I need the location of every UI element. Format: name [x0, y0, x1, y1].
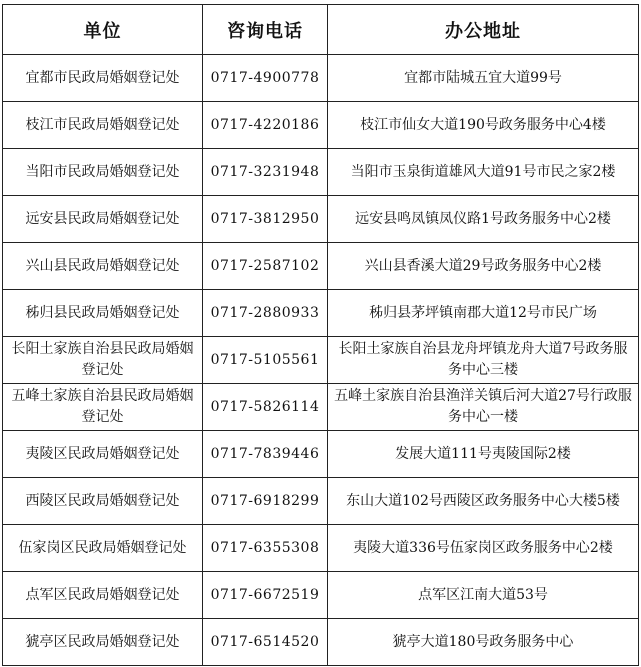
marriage-registry-table	[2, 4, 639, 666]
table-row	[3, 572, 639, 619]
cell-unit: 夷陵区民政局婚姻登记处	[3, 431, 203, 478]
cell-address: 枝江市仙女大道190号政务服务中心4楼	[328, 102, 639, 149]
table-row	[3, 290, 639, 337]
table-row	[3, 431, 639, 478]
cell-phone: 0717-4220186	[203, 102, 328, 149]
cell-phone: 0717-5105561	[203, 337, 328, 384]
cell-address: 当阳市玉泉街道雄风大道91号市民之家2楼	[328, 149, 639, 196]
cell-address: 五峰土家族自治县渔洋关镇后河大道27号行政服务中心一楼	[328, 384, 639, 431]
cell-unit: 宜都市民政局婚姻登记处	[3, 55, 203, 102]
cell-unit: 秭归县民政局婚姻登记处	[3, 290, 203, 337]
header-phone: 咨询电话	[203, 5, 328, 55]
cell-unit: 伍家岗区民政局婚姻登记处	[3, 525, 203, 572]
cell-address: 兴山县香溪大道29号政务服务中心2楼	[328, 243, 639, 290]
cell-unit: 枝江市民政局婚姻登记处	[3, 102, 203, 149]
cell-unit: 长阳土家族自治县民政局婚姻登记处	[3, 337, 203, 384]
header-address: 办公地址	[328, 5, 639, 55]
table-row	[3, 196, 639, 243]
cell-address: 长阳土家族自治县龙舟坪镇龙舟大道7号政务服务中心三楼	[328, 337, 639, 384]
cell-phone: 0717-5826114	[203, 384, 328, 431]
cell-phone: 0717-6672519	[203, 572, 328, 619]
table-row	[3, 619, 639, 666]
table-row	[3, 478, 639, 525]
cell-phone: 0717-6514520	[203, 619, 328, 666]
cell-unit: 五峰土家族自治县民政局婚姻登记处	[3, 384, 203, 431]
table-row	[3, 384, 639, 431]
cell-unit: 猇亭区民政局婚姻登记处	[3, 619, 203, 666]
cell-address: 远安县鸣凤镇凤仪路1号政务服务中心2楼	[328, 196, 639, 243]
cell-phone: 0717-4900778	[203, 55, 328, 102]
table-row	[3, 243, 639, 290]
cell-unit: 西陵区民政局婚姻登记处	[3, 478, 203, 525]
cell-unit: 兴山县民政局婚姻登记处	[3, 243, 203, 290]
cell-address: 东山大道102号西陵区政务服务中心大楼5楼	[328, 478, 639, 525]
cell-unit: 点军区民政局婚姻登记处	[3, 572, 203, 619]
table-header-row	[3, 5, 639, 55]
cell-phone: 0717-6355308	[203, 525, 328, 572]
cell-unit: 远安县民政局婚姻登记处	[3, 196, 203, 243]
cell-phone: 0717-3812950	[203, 196, 328, 243]
cell-phone: 0717-2587102	[203, 243, 328, 290]
cell-phone: 0717-2880933	[203, 290, 328, 337]
header-unit: 单位	[3, 5, 203, 55]
cell-phone: 0717-7839446	[203, 431, 328, 478]
table-row	[3, 102, 639, 149]
cell-address: 秭归县茅坪镇南郡大道12号市民广场	[328, 290, 639, 337]
cell-address: 夷陵大道336号伍家岗区政务服务中心2楼	[328, 525, 639, 572]
table-row	[3, 149, 639, 196]
cell-unit: 当阳市民政局婚姻登记处	[3, 149, 203, 196]
table-row	[3, 525, 639, 572]
cell-address: 点军区江南大道53号	[328, 572, 639, 619]
cell-phone: 0717-6918299	[203, 478, 328, 525]
table-row	[3, 337, 639, 384]
cell-phone: 0717-3231948	[203, 149, 328, 196]
cell-address: 发展大道111号夷陵国际2楼	[328, 431, 639, 478]
cell-address: 猇亭大道180号政务服务中心	[328, 619, 639, 666]
table-row	[3, 55, 639, 102]
cell-address: 宜都市陆城五宜大道99号	[328, 55, 639, 102]
